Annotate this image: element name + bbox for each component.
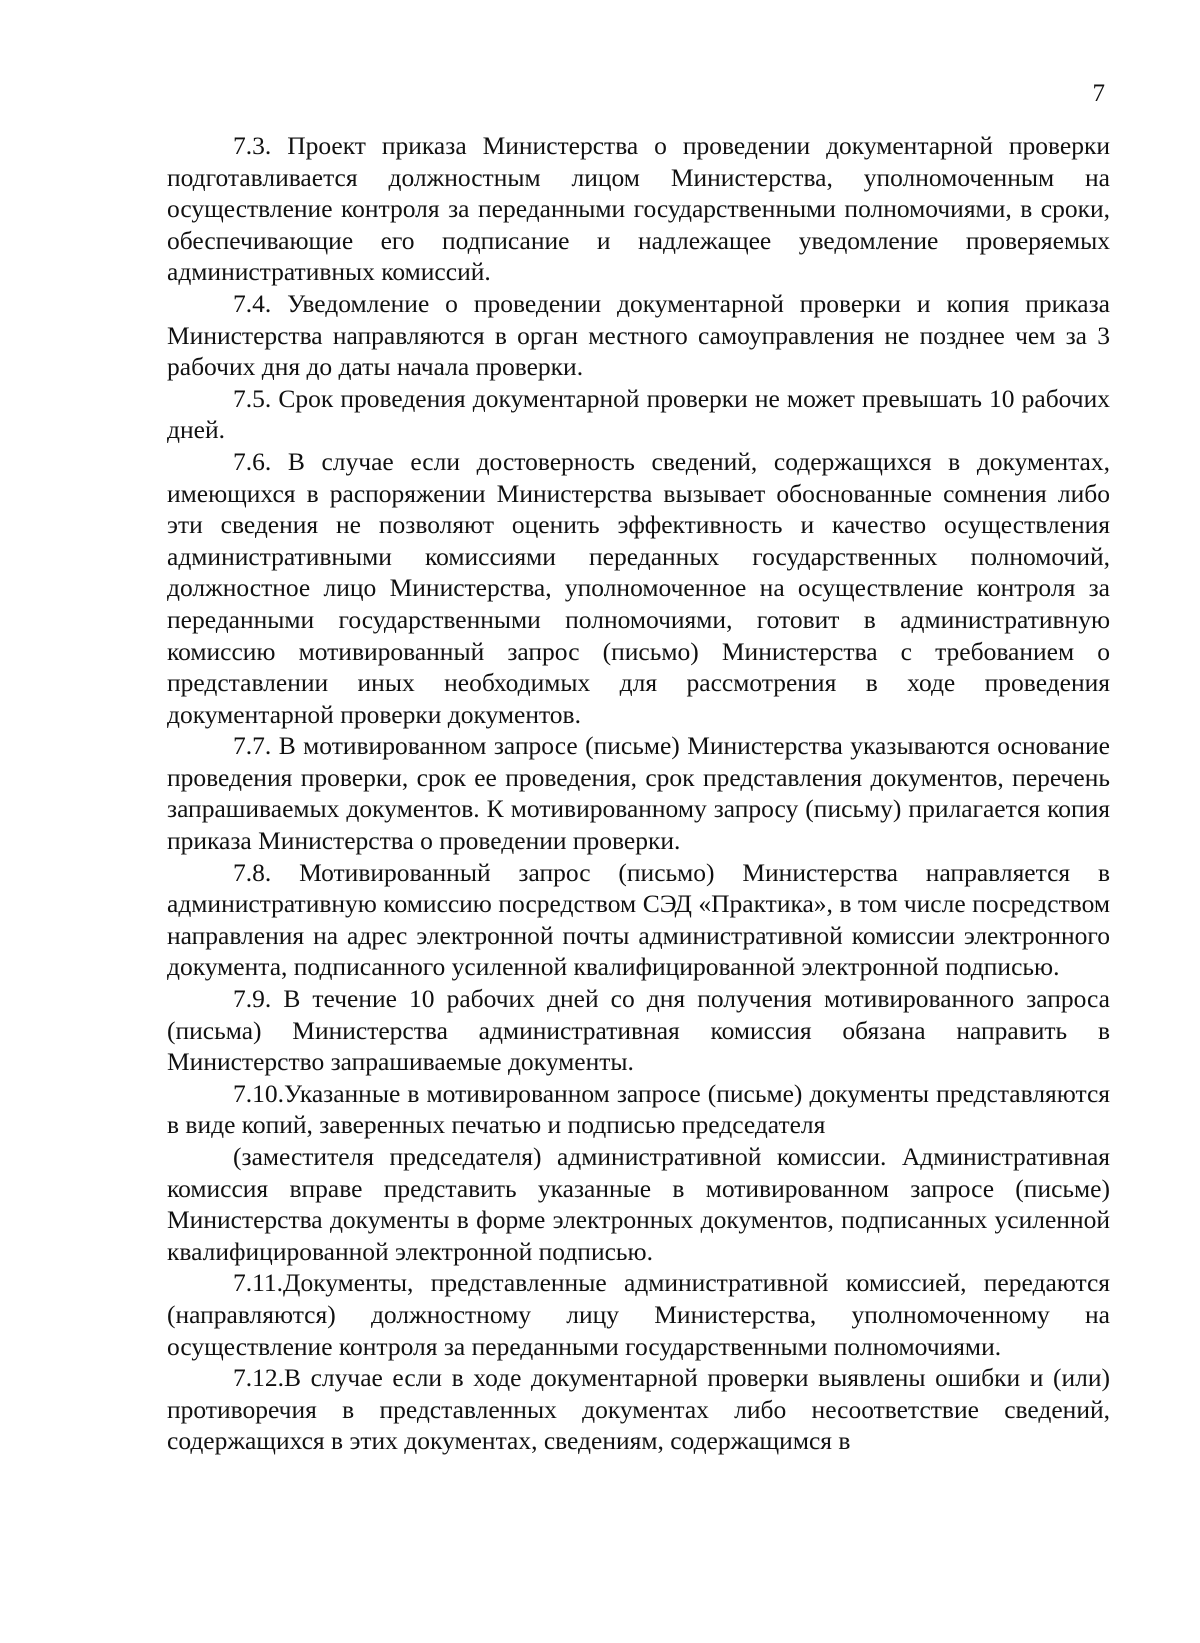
paragraph-7-4: 7.4. Уведомление о проведении документарной проверки и копия приказа Министерства направляются в орган местного самоуправления не позднее чем за 3 рабочих дня до даты начала проверки. [167,288,1110,382]
document-body [167,130,1110,1457]
paragraph-7-8: 7.8. Мотивированный запрос (письмо) Министерства направляется в административную комиссию посредством СЭД «Практика», в том числе посредством направления на адрес электронной почты административной комиссии электронного документа, подписанного усиленной квалифицированной электронной подписью. [167,857,1110,982]
paragraph-7-7: 7.7. В мотивированном запросе (письме) Министерства указываются основание проведения проверки, срок ее проведения, срок представления документов, перечень запрашиваемых документов. К мотивированному запросу (письму) прилагается копия приказа Министерства о проведении проверки. [167,731,1110,856]
paragraph-7-12: 7.12.В случае если в ходе документарной проверки выявлены ошибки и (или) противоречия в представленных документах либо несоответствие сведений, содержащихся в этих документах, сведениям, содержащимся в [167,1363,1110,1456]
page-number: 7 [1092,80,1105,107]
paragraph-7-10: 7.10.Указанные в мотивированном запросе (письме) документы представляются в виде копий, заверенных печатью и подписью председателя [167,1078,1110,1140]
paragraph-7-6: 7.6. В случае если достоверность сведений, содержащихся в документах, имеющихся в распоряжении Министерства вызывает обоснованные сомнения либо эти сведения не позволяют оценить эффективность и качество осуществления административными комиссиями переданных государственных полномочий, должностное лицо Министерства, уполномоченное на осуществление контроля за переданными государственными полномочиями, готовит в административную комиссию мотивированный запрос (письмо) Министерства с требованием о представлении иных необходимых для рассмотрения в ходе проведения документарной проверки документов. [167,446,1110,729]
paragraph-7-3: 7.3. Проект приказа Министерства о проведении документарной проверки подготавливается должностным лицом Министерства, уполномоченным на осуществление контроля за переданными государственными полномочиями, в сроки, обеспечивающие его подписание и надлежащее уведомление проверяемых административных комиссий. [167,131,1110,287]
paragraph-7-11: 7.11.Документы, представленные административной комиссией, передаются (направляются) должностному лицу Министерства, уполномоченному на осуществление контроля за переданными государственными полномочиями. [167,1268,1110,1361]
paragraph-7-9: 7.9. В течение 10 рабочих дней со дня получения мотивированного запроса (письма) Министерства административная комиссия обязана направить в Министерство запрашиваемые документы. [167,984,1110,1077]
paragraph-7-10-continuation: (заместителя председателя) административной комиссии. Административная комиссия вправе представить указанные в мотивированном запросе (письме) Министерства документы в форме электронных документов, подписанных усиленной квалифицированной электронной подписью. [167,1142,1110,1266]
paragraph-7-5: 7.5. Срок проведения документарной проверки не может превышать 10 рабочих дней. [167,383,1110,445]
